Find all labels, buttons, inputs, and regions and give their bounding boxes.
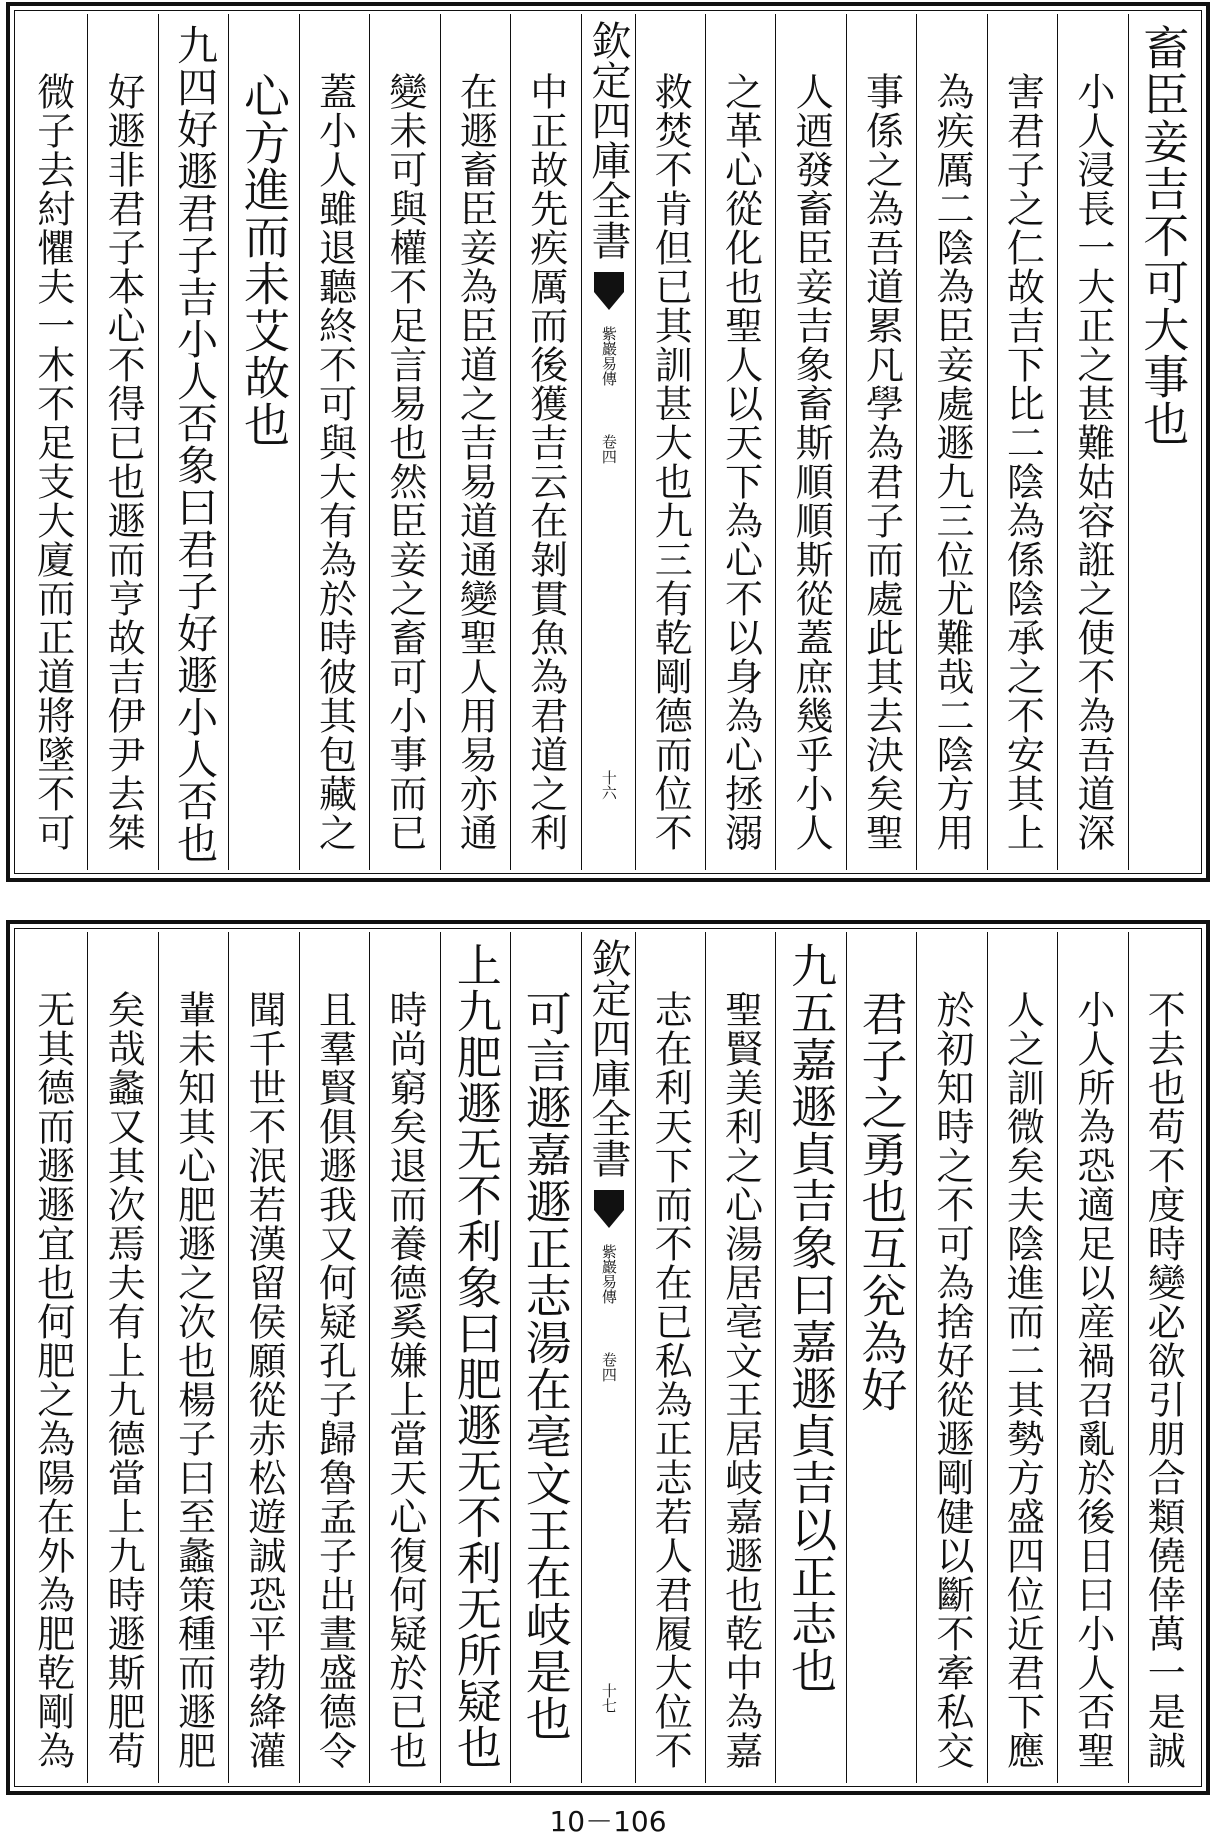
text-column: [228, 14, 298, 870]
text-column: [846, 14, 916, 870]
text-column: [1128, 932, 1198, 1783]
commentary-text: 志在利天下而不在已私為正志若人君履大位不: [648, 990, 693, 1770]
commentary-text: 小人浸長一大正之甚難姑容誑之使不為吾道深: [1070, 72, 1115, 852]
commentary-text: 人之訓微矣夫陰進而二其勢方盛四位近君下應: [1000, 990, 1045, 1770]
commentary-text: 可言遯嘉遯正志湯在亳文王在岐是也: [518, 990, 573, 1742]
text-column: [440, 14, 510, 870]
text-column: [705, 932, 775, 1783]
text-column: [635, 932, 705, 1783]
text-column: [1057, 14, 1127, 870]
bottom-page: [6, 920, 1210, 1795]
center-banner: [581, 14, 635, 870]
text-column: [510, 932, 580, 1783]
text-column: [987, 14, 1057, 870]
classic-text: 上九肥遯无不利象曰肥遯无不利无所疑也: [448, 942, 502, 1770]
commentary-text: 害君子之仁故吉下比二陰為係陰承之不安其上: [1000, 72, 1045, 852]
commentary-text: 君子之勇也互兊為好: [854, 990, 909, 1413]
commentary-text: 中正故先疾厲而後獲吉云在剝貫魚為君道之利: [523, 72, 568, 852]
commentary-text: 且羣賢俱遯我又何疑孔子歸魯孟子出晝盛德令: [312, 990, 357, 1770]
text-column: [369, 932, 439, 1783]
banner-book-title: 紫巖易傳: [599, 1244, 618, 1304]
commentary-text: 小人所為恐適足以産禍召亂於後日曰小人否聖: [1070, 990, 1115, 1770]
text-column: [775, 932, 845, 1783]
text-column: [18, 14, 87, 870]
text-column: [158, 14, 228, 870]
commentary-text: 不去也苟不度時變必欲引朋合類僥倖萬一是誠: [1141, 990, 1186, 1770]
text-column: [87, 14, 157, 870]
commentary-text: 變未可與權不足言易也然臣妾之畜可小事而已: [382, 72, 427, 852]
commentary-text: 輩未知其心肥遯之次也楊子曰至蠡策種而遯肥: [171, 990, 216, 1770]
commentary-text: 聞千世不泯若漢留侯願從赤松遊誠恐平勃絳灌: [242, 990, 287, 1770]
commentary-text: 之革心從化也聖人以天下為心不以身為心拯溺: [718, 72, 763, 852]
fish-tail-mark-icon: [594, 1190, 624, 1230]
text-column: [705, 14, 775, 870]
commentary-text: 事係之為吾道累凡學為君子而處此其去決矣聖: [859, 72, 904, 852]
top-text-columns: [18, 14, 1198, 870]
text-column: [987, 932, 1057, 1783]
text-column: [846, 932, 916, 1783]
classic-text: 九四好遯君子吉小人否象曰君子好遯小人否也: [170, 24, 219, 864]
text-column: [916, 932, 986, 1783]
top-page: [6, 2, 1210, 882]
commentary-text: 為疾厲二陰為臣妾處遯九三位尤難哉二陰方用: [929, 72, 974, 852]
text-column: [1057, 932, 1127, 1783]
page-number: 10－106: [549, 1805, 667, 1838]
text-column: [299, 932, 369, 1783]
text-column: [158, 932, 228, 1783]
fish-tail-mark-icon: [594, 272, 624, 312]
text-column: [18, 932, 87, 1783]
text-column: [1128, 14, 1198, 870]
text-column: [775, 14, 845, 870]
text-column: [369, 14, 439, 870]
text-column: [510, 14, 580, 870]
text-column: [635, 14, 705, 870]
commentary-text: 聖賢美利之心湯居亳文王居岐嘉遯也乾中為嘉: [718, 990, 763, 1770]
commentary-text: 人迺發畜臣妾吉象畜斯順順斯從蓋庶幾乎小人: [789, 72, 834, 852]
text-column: [440, 932, 510, 1783]
commentary-text: 蓋小人雖退聽終不可與大有為於時彼其包藏之: [312, 72, 357, 852]
banner-title: 欽定四庫全書: [585, 938, 631, 1178]
bottom-text-columns: [18, 932, 1198, 1783]
banner-folio: 十七: [599, 1683, 618, 1713]
commentary-text: 无其德而遯遯宜也何肥之為陽在外為肥乾剛為: [30, 990, 75, 1770]
banner-volume: 卷四: [599, 1352, 618, 1382]
banner-folio: 十六: [599, 770, 618, 800]
text-column: [916, 14, 986, 870]
classic-text: 九五嘉遯貞吉象曰嘉遯貞吉以正志也: [784, 942, 839, 1694]
commentary-text: 心方進而未艾故也: [237, 72, 292, 448]
commentary-text: 矣哉蠡又其次焉夫有上九德當上九時遯斯肥苟: [101, 990, 146, 1770]
text-column: [299, 14, 369, 870]
text-column: [228, 932, 298, 1783]
center-banner: [581, 932, 635, 1783]
text-column: [87, 932, 157, 1783]
commentary-text: 救焚不肯但已其訓甚大也九三有乾剛德而位不: [648, 72, 693, 852]
commentary-text: 微子去紂懼夫一木不足支大廈而正道將墜不可: [30, 72, 75, 852]
banner-book-title: 紫巖易傳: [599, 326, 618, 386]
commentary-text: 在遯畜臣妾為臣道之吉易道通變聖人用易亦通: [453, 72, 498, 852]
banner-title: 欽定四庫全書: [585, 20, 631, 260]
commentary-text: 於初知時之不可為捨好從遯剛健以斷不牽私交: [929, 990, 974, 1770]
commentary-text: 好遯非君子本心不得已也遯而亨故吉伊尹去桀: [101, 72, 146, 852]
classic-text: 畜臣妾吉不可大事也: [1136, 24, 1191, 447]
banner-volume: 卷四: [599, 434, 618, 464]
commentary-text: 時尚窮矣退而養德奚嫌上當天心復何疑於已也: [382, 990, 427, 1770]
